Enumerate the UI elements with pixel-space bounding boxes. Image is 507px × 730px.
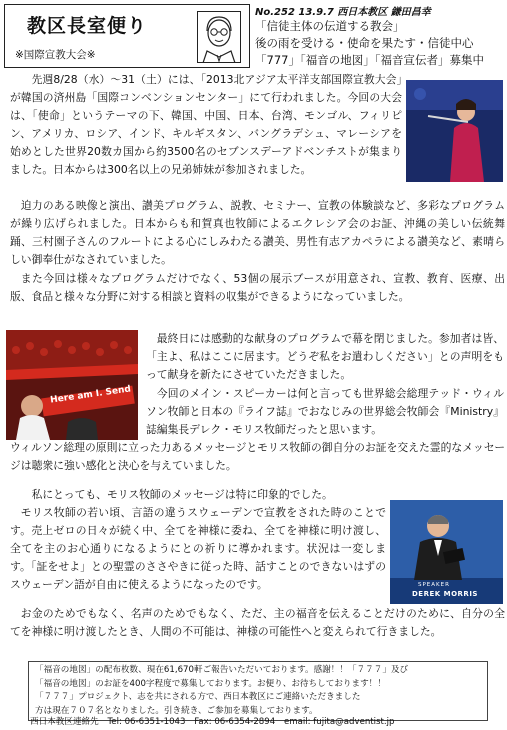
masthead-title: 教区長室便り	[27, 15, 148, 37]
speaker-caption-role: SPEAKER	[418, 582, 450, 588]
paragraph-6: 私にとっても、モリス牧師のメッセージは特に印象的でした。	[31, 488, 333, 501]
photo-flute-performance	[406, 80, 503, 182]
footer-fax: Fax: 06-6354-2894	[194, 717, 276, 727]
paragraph-4: 最終日には感動的な献身のプログラムで幕を閉じました。参加者は皆、「主よ、私はここに居ます。どうぞ私をお遣わしください」との声明をもって献身を新たにさせていただきました。	[146, 332, 504, 382]
masthead	[4, 4, 250, 68]
paragraph-5: ウィルソン総理の原則に立った力あるメッセージとモリス牧師の御自分のお証を交えた霊的なメッセージは聴衆に強い感化と決心を与えていました。	[10, 441, 505, 473]
banner-text: Here am I. Send	[49, 384, 132, 406]
issue-line: No.252 13.9.7 西日本教区 鎌田昌幸	[255, 7, 431, 18]
headline-1: 「信徒主体の伝道する教会」	[255, 19, 405, 33]
footer-notice-3: 「７７７」プロジェクト、志を共にされる方で、西日本教区にご連絡いただきました	[35, 692, 361, 703]
speaker-caption-name: DEREK MORRIS	[412, 590, 478, 598]
photo-speaker	[390, 500, 503, 604]
paragraph-3: また今回は様々なプログラムだけでなく、53個の展示ブースが用意され、宣教、教育、医療、出版、食品と様々な分野に対する相談と資料の収集ができるようになっていました。	[10, 272, 505, 304]
footer-email[interactable]: email: fujita@adventist.jp	[283, 717, 395, 727]
paragraph-7: モリス牧師の若い頃、言語の違うスウェーデンで宣教をされた時のことです。売上ゼロの日々が続く中、全てを神様に委ね、全てを神様に明け渡し、全てを主のお心通りになるようにとの祈りに導かれます。状況は一変します。「証をせよ」との聖霊のささやきに従った時、話すことのできないはずのスウェーデン語が自由に使えるようになったのです。	[10, 506, 386, 592]
footer-contact	[30, 715, 400, 727]
paragraph-1: 先週8/28（水）～31（土）には、「2013北アジア太平洋支部国際宣教大会」が韓国の済州島「国際コンベンションセンター」にて行われました。今回の大会は、「使命」というテーマの下、韓国、中国、日本、台湾、モンゴル、フィリピン、アメリカ、ロシア、インド、キルギスタン、バングラデシュ、マレーシアを始めとした世界20数カ国から約3500名のセブンスデーアドベンチストが集まりました。日本からは300名以上の兄弟姉妹が参加されました。	[10, 73, 402, 177]
footer-notice-4: 方は現在７０７名となりました。引き続き、ご参加を募集しております。	[35, 705, 318, 716]
footer-office: 西日本教区連絡先	[30, 717, 99, 727]
paragraph-5-part: 今回のメイン・スピーカーは何と言っても世界総会総理テッド・ウィルソン牧師と日本の『ライフ誌』でおなじみの世界総会牧師会『Ministry』誌編集長デレク・モリス牧師だったと思います。	[146, 387, 504, 437]
photo-dedication-audience	[6, 330, 138, 440]
headline-2: 後の雨を受ける・使命を果たす・信徒中心	[255, 36, 474, 50]
author-portrait-illustration	[197, 11, 241, 63]
masthead-subtitle: ※国際宣教大会※	[15, 49, 96, 61]
footer-notice-1: 「福音の地図」の配布枚数、現在61,670軒ご報告いただいております。感謝！！「７７７」及び	[35, 665, 409, 675]
headline-3: 「777」「福音の地図」「福音宣伝者」募集中	[255, 53, 484, 67]
paragraph-8: お金のためでもなく、名声のためでもなく、ただ、主の福音を伝えることだけのために、自分の全てを神様に明け渡したとき、人間の不可能は、神様の可能性へと変えられて行きました。	[10, 607, 505, 639]
footer-notice-box	[28, 661, 488, 721]
footer-notice-2: 「福音の地図」のお証を400字程度で募集しております。お便り、お待ちしております！！	[35, 678, 386, 689]
paragraph-2: 迫力のある映像と演出、讃美プログラム、説教、セミナー、宣教の体験談など、多彩なプログラムが繰り広げられました。日本からも和賀真也牧師によるエクレシア会のお証、沖縄の美しい伝統舞踊、三村園子さんのフルートによる心にしみわたる讃美、男性有志アカペラによる讃美など、素晴らしい御奉仕がなされていました。	[10, 199, 505, 267]
footer-tel: Tel: 06-6351-1043	[107, 717, 186, 727]
